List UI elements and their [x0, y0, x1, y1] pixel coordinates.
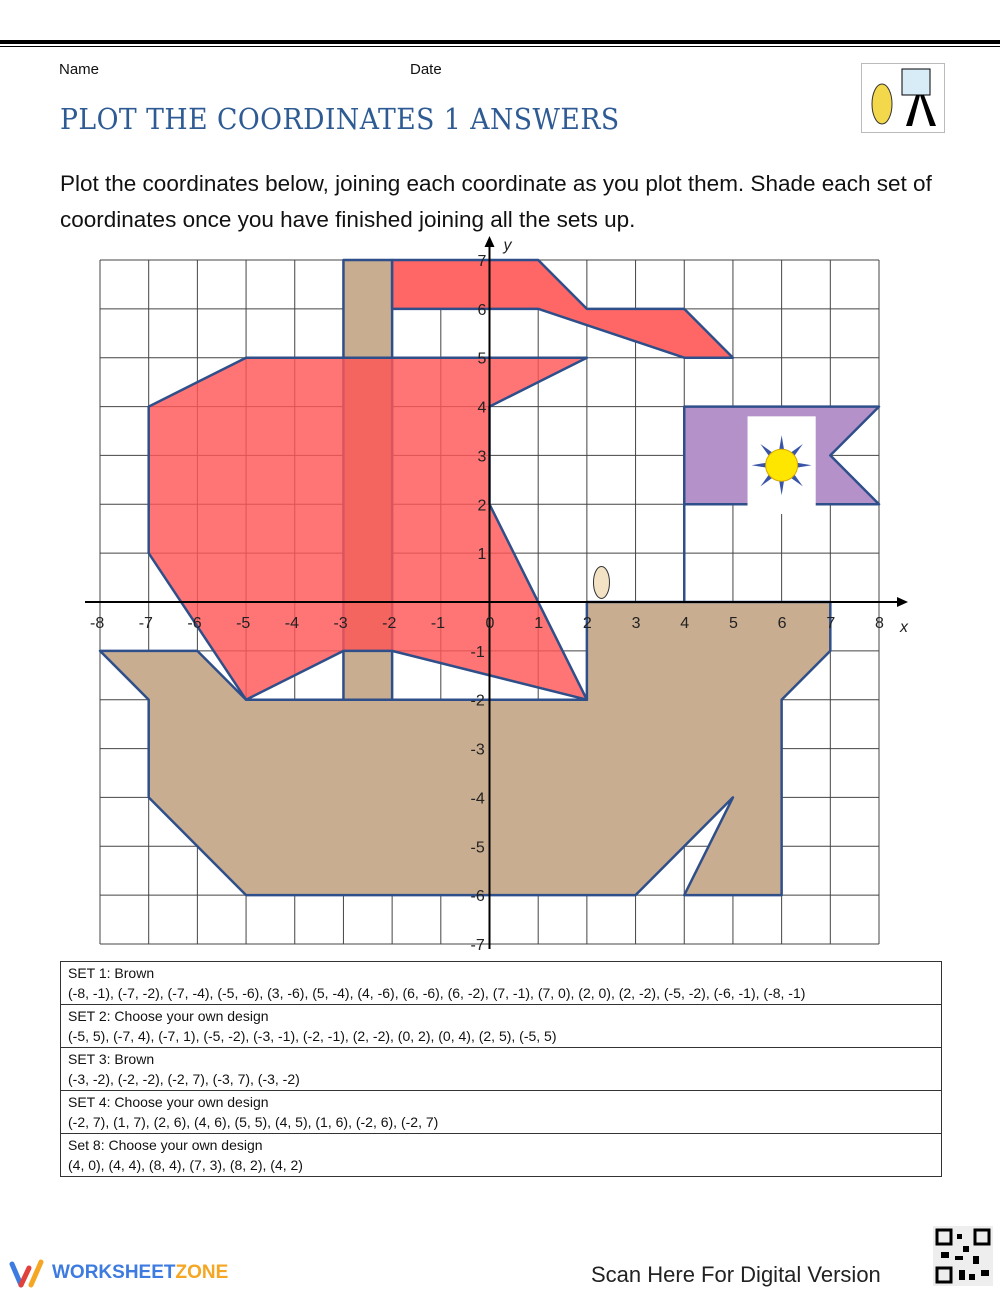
- set-label: SET 2: Choose your own design: [68, 1008, 269, 1024]
- x-tick-label: 7: [826, 615, 836, 632]
- set-cell: [61, 1005, 942, 1048]
- instructions: Plot the coordinates below, joining each coordinate as you plot them. Shade each set of coordinates once you have finished joining all the sets up.: [60, 171, 932, 232]
- x-tick-label: 2: [582, 615, 592, 632]
- set-4-shape: [392, 260, 733, 358]
- x-tick-label: 1: [534, 615, 544, 632]
- page-title: PLOT THE COORDINATES 1 ANSWERS: [60, 102, 620, 136]
- name-label: Name: [59, 61, 100, 78]
- date-label: Date: [410, 61, 442, 78]
- set-label: SET 1: Brown: [68, 965, 155, 981]
- set-coordinates: (-2, 7), (1, 7), (2, 6), (4, 6), (5, 5), (4, 5), (1, 6), (-2, 6), (-2, 7): [68, 1114, 439, 1130]
- top-rule: [0, 40, 1000, 44]
- set-label: Set 8: Choose your own design: [68, 1137, 263, 1153]
- set-label: SET 3: Brown: [68, 1051, 155, 1067]
- x-tick-label: -7: [138, 615, 153, 632]
- set-label: SET 4: Choose your own design: [68, 1094, 269, 1110]
- y-tick-label: 5: [477, 350, 487, 368]
- x-tick-label: -1: [430, 615, 446, 632]
- qr-code[interactable]: [933, 1226, 993, 1286]
- worksheetzone-logo: [52, 1262, 228, 1284]
- set-coordinates: (4, 0), (4, 4), (8, 4), (7, 3), (8, 2), (4, 2): [68, 1157, 303, 1173]
- y-tick-label: -4: [470, 790, 485, 808]
- x-tick-label: 6: [777, 615, 787, 632]
- set-coordinates: (-3, -2), (-2, -2), (-2, 7), (-3, 7), (-3, -2): [68, 1071, 300, 1087]
- scan-text: Scan Here For Digital Version: [591, 1262, 881, 1287]
- y-tick-label: -5: [470, 839, 485, 857]
- set-row: [61, 1134, 942, 1177]
- y-tick-label: 3: [477, 448, 487, 466]
- x-axis-arrow-icon: [897, 597, 908, 607]
- y-tick-label: 1: [477, 546, 487, 564]
- x-tick-label: -8: [90, 615, 105, 632]
- y-tick-label: -6: [470, 888, 485, 906]
- y-tick-label: 6: [477, 301, 487, 319]
- set-row: [61, 1048, 942, 1091]
- pirate-figure-icon: [593, 566, 609, 598]
- sun-icon: [766, 449, 798, 481]
- x-tick-label: 3: [631, 615, 641, 632]
- y-tick-label: -2: [470, 692, 485, 710]
- set-row: [61, 1005, 942, 1048]
- set-cell: [61, 1048, 942, 1091]
- worksheetzone-logo-icon: [9, 1258, 47, 1288]
- set-cell: [61, 962, 942, 1005]
- set-row: [61, 962, 942, 1005]
- set-coordinates: (-8, -1), (-7, -2), (-7, -4), (-5, -6), (3, -6), (5, -4), (4, -6), (6, -6), (6, -2), (7, -1), (7, 0), (2, 0), (2, -2), (-5, -2), (-6, -1), (-8, -1): [68, 985, 806, 1001]
- top-rule-thin: [0, 46, 1000, 47]
- set-row: [61, 1091, 942, 1134]
- set-coordinates: (-5, 5), (-7, 4), (-7, 1), (-5, -2), (-3, -1), (-2, -1), (2, -2), (0, 2), (0, 4), (2, 5), (-5, 5): [68, 1028, 557, 1044]
- coordinate-sets-table: [60, 961, 942, 1177]
- y-tick-label: -7: [470, 937, 485, 954]
- x-tick-label: -5: [236, 615, 251, 632]
- set-cell: [61, 1134, 942, 1177]
- x-tick-label: 4: [680, 615, 690, 632]
- coordinate-grid: [0, 230, 1000, 960]
- set-2-shape: [149, 358, 587, 700]
- x-tick-label: 8: [875, 615, 884, 632]
- x-tick-label: -6: [187, 615, 202, 632]
- y-axis-arrow-icon: [485, 236, 495, 247]
- teacher-logo-image: [861, 63, 945, 133]
- x-axis-label: x: [900, 619, 908, 636]
- y-axis-label: y: [503, 237, 512, 254]
- y-tick-label: -1: [470, 643, 485, 661]
- x-tick-label: -4: [284, 615, 299, 632]
- y-tick-label: -3: [470, 741, 485, 759]
- brand-name-part-2: ZONE: [175, 1262, 229, 1283]
- y-tick-label: 2: [477, 497, 487, 515]
- set-cell: [61, 1091, 942, 1134]
- x-tick-label: -3: [333, 615, 348, 632]
- brand-name-part-1: WORKSHEET: [52, 1262, 176, 1283]
- y-tick-label: 4: [477, 399, 487, 417]
- y-tick-label: 7: [477, 253, 487, 270]
- x-tick-label: 5: [728, 615, 738, 632]
- x-tick-label: 0: [485, 615, 495, 632]
- x-tick-label: -2: [382, 615, 397, 632]
